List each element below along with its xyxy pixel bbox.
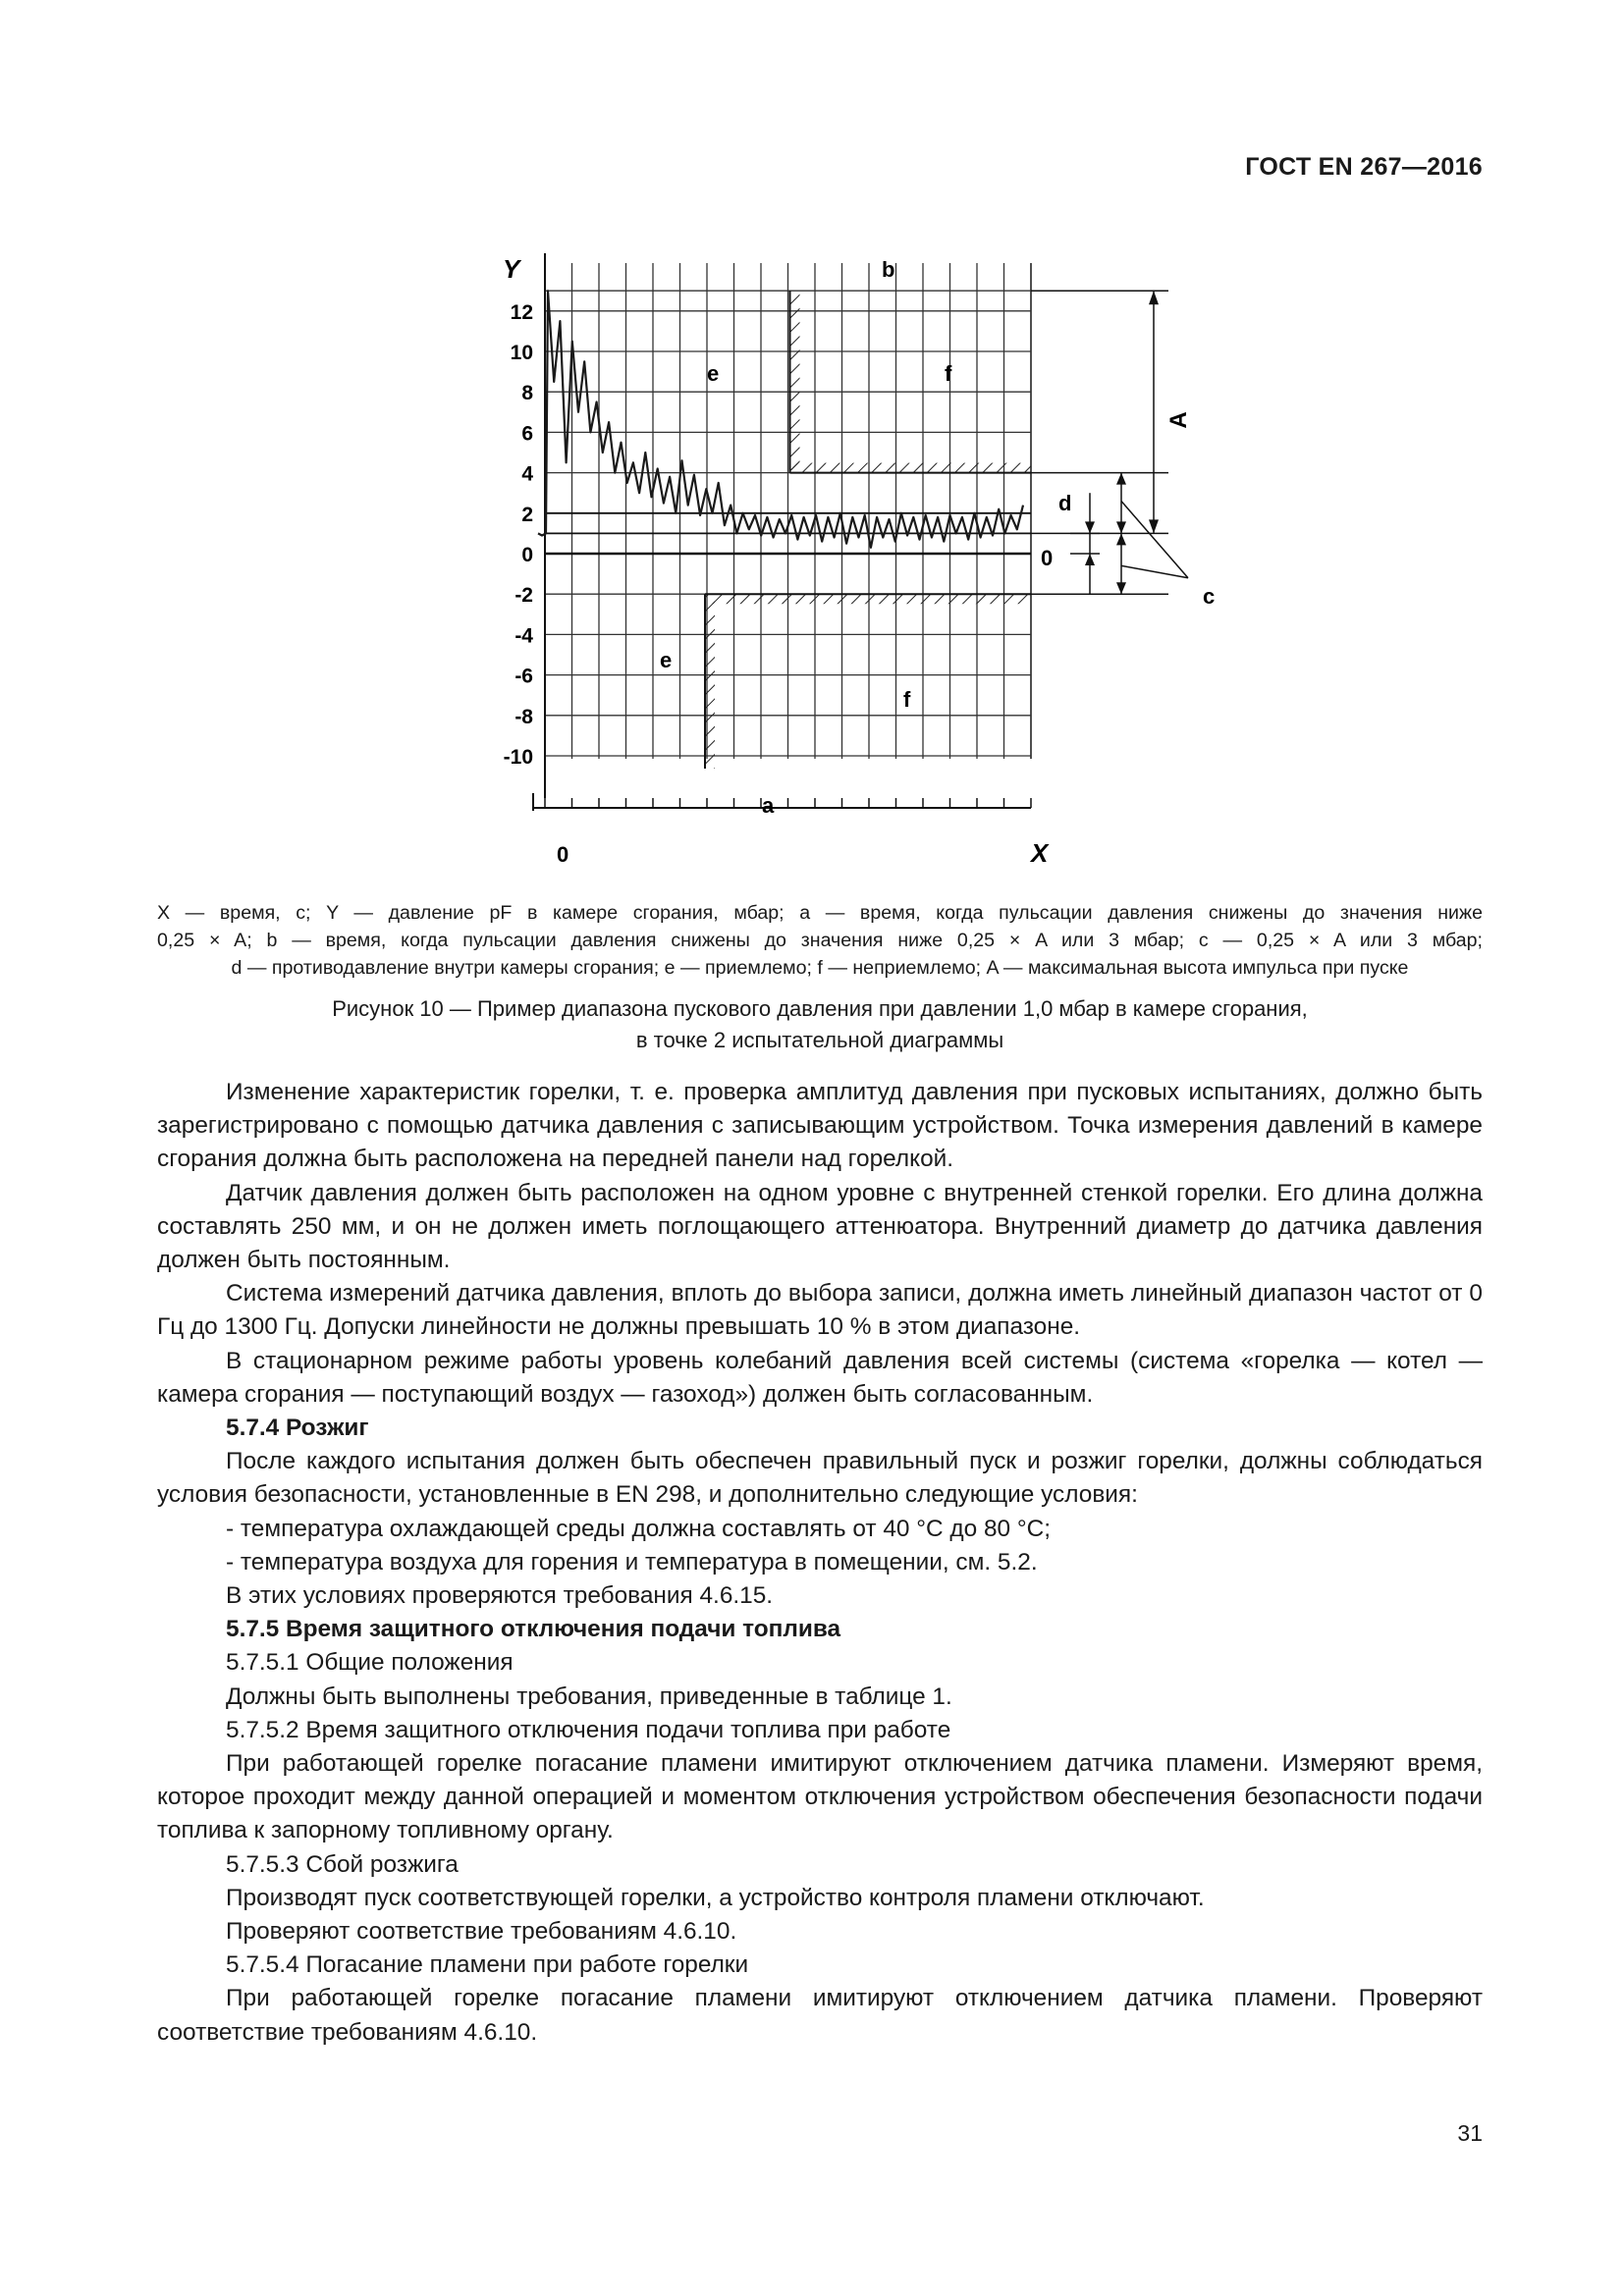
legend-line: d — противодавление внутри камеры сгорания; e — приемлемо; f — неприемлемо; A — максимальная высота импульса при пуске — [231, 957, 1409, 979]
y-tick-label: 8 — [521, 382, 533, 405]
subsection-heading: 5.7.5.3 Сбой розжига — [226, 1850, 459, 1878]
chart-annotations — [1031, 291, 1188, 594]
chart-grid — [545, 263, 1031, 759]
hatch-lower-horizontal — [705, 594, 1031, 604]
arrow-c-mid-up — [1116, 521, 1126, 533]
list-item: - температура воздуха для горения и температура в помещении, см. 5.2. — [226, 1548, 1038, 1575]
label-a: a — [762, 793, 775, 818]
arrow-c-mid-down — [1116, 533, 1126, 545]
y-tick-label: 6 — [521, 422, 533, 446]
paragraph: Датчик давления должен быть расположен на одном уровне с внутренней стенкой горелки. Его длина должна составлять 250 мм, и он не должен иметь поглощающего аттенюатора. Внутренний диаметр до датчика давления должен быть постоянным. — [157, 1179, 1483, 1274]
label-zero-right: 0 — [1041, 546, 1054, 570]
x-origin-tick-label: 0 — [557, 842, 569, 867]
figure-caption — [157, 993, 1483, 1056]
label-d: d — [1058, 491, 1072, 515]
page-number: 31 — [1457, 2120, 1483, 2146]
y-axis-label: Y — [503, 254, 520, 284]
document-code: ГОСТ EN 267—2016 — [1245, 153, 1483, 181]
y-tick-label: -10 — [503, 746, 533, 769]
y-tick-label: 4 — [521, 462, 533, 486]
subsection-heading: 5.7.5.2 Время защитного отключения подачи топлива при работе — [226, 1716, 951, 1743]
hatch-upper-horizontal — [790, 463, 1032, 473]
legend-line: 0,25 × A; b — время, когда пульсации давления снижены до значения ниже 0,25 × A или 3 мбар; c — 0,25 × A или 3 мбар; — [157, 930, 1483, 951]
paragraph: Система измерений датчика давления, вплоть до выбора записи, должна иметь линейный диапазон частот от 0 Гц до 1300 Гц. Допуски линейности не должны превышать 10 % в этом диапазоне. — [157, 1280, 1483, 1341]
y-tick-labels — [504, 301, 534, 769]
label-c: c — [1203, 584, 1216, 609]
y-tick-label: 12 — [510, 300, 533, 324]
paragraph: В этих условиях проверяются требования 4.6.15. — [226, 1582, 774, 1610]
arrow-A-top — [1149, 291, 1159, 304]
figure-legend — [157, 899, 1483, 982]
x-axis-label: X — [1031, 838, 1049, 868]
label-A: A — [1165, 411, 1192, 429]
y-tick-label: 2 — [521, 503, 533, 526]
leader-c-2 — [1121, 565, 1188, 577]
arrow-c-top — [1116, 473, 1126, 485]
paragraph: Должны быть выполнены требования, приведенные в таблице 1. — [226, 1682, 952, 1710]
label-e-upper: e — [707, 361, 720, 386]
list-item: - температура охлаждающей среды должна составлять от 40 °C до 80 °C; — [226, 1515, 1051, 1542]
paragraph: При работающей горелке погасание пламени имитируют отключением датчика пламени. Проверяют соответствие требованиям 4.6.10. — [157, 1985, 1483, 2046]
subsection-heading: 5.7.5.1 Общие положения — [226, 1649, 514, 1677]
label-e-lower: e — [660, 648, 673, 672]
paragraph: Изменение характеристик горелки, т. е. проверка амплитуд давления при пусковых испытаниях, должно быть зарегистрировано с помощью датчика давления с записывающим устройством. Точка измерения давлений в камере сгорания должна быть расположена на передней панели над горелкой. — [157, 1079, 1483, 1173]
section-heading-5-7-5: 5.7.5 Время защитного отключения подачи топлива — [226, 1616, 841, 1643]
leader-c-1 — [1121, 501, 1188, 577]
hatch-b-vertical — [790, 291, 800, 472]
y-tick-label: -8 — [514, 705, 533, 728]
paragraph: Производят пуск соответствующей горелки, а устройство контроля пламени отключают. — [226, 1884, 1205, 1911]
caption-line-1: Рисунок 10 — Пример диапазона пускового давления при давлении 1,0 мбар в камере сгорания, — [332, 996, 1308, 1021]
hatch-a-vertical — [705, 594, 715, 769]
subsection-heading: 5.7.5.4 Погасание пламени при работе горелки — [226, 1951, 749, 1979]
y-tick-label: 0 — [521, 544, 533, 566]
y-tick-label: -2 — [514, 584, 533, 608]
y-tick-label: -4 — [514, 624, 533, 648]
paragraph: При работающей горелке погасание пламени имитируют отключением датчика пламени. Измеряют время, которое проходит между данной операцией и моментом отключения устройством обеспечения безопасности подачи топлива к запорному топливному органу. — [157, 1750, 1483, 1844]
arrow-d-top — [1085, 521, 1095, 533]
paragraph: В стационарном режиме работы уровень колебаний давления всей системы (система «горелка — котел — камера сгорания — поступающий воздух — газоход») должен быть согласованным. — [157, 1347, 1483, 1408]
paragraph: Проверяют соответствие требованиям 4.6.10. — [226, 1918, 737, 1946]
body-text — [157, 1076, 1483, 2050]
section-heading-5-7-4: 5.7.4 Розжиг — [226, 1415, 369, 1442]
y-tick-label: 10 — [510, 342, 533, 364]
arrow-c-bottom — [1116, 582, 1126, 594]
legend-line: X — время, с; Y — давление pF в камере сгорания, мбар; a — время, когда пульсации давления снижены до значения ниже — [157, 902, 1483, 924]
arrow-d-bottom — [1085, 554, 1095, 565]
label-f-upper: f — [945, 361, 952, 386]
paragraph: После каждого испытания должен быть обеспечен правильный пуск и розжиг горелки, должны соблюдаться условия безопасности, установленные в EN 298, и дополнительно следующие условия: — [157, 1448, 1483, 1509]
pressure-chart — [461, 243, 1227, 881]
y-tick-label: -6 — [514, 665, 533, 688]
caption-line-2: в точке 2 испытательной диаграммы — [635, 1028, 1004, 1052]
arrow-A-bottom — [1149, 519, 1159, 533]
label-f-lower: f — [903, 687, 911, 712]
label-b: b — [882, 257, 895, 282]
